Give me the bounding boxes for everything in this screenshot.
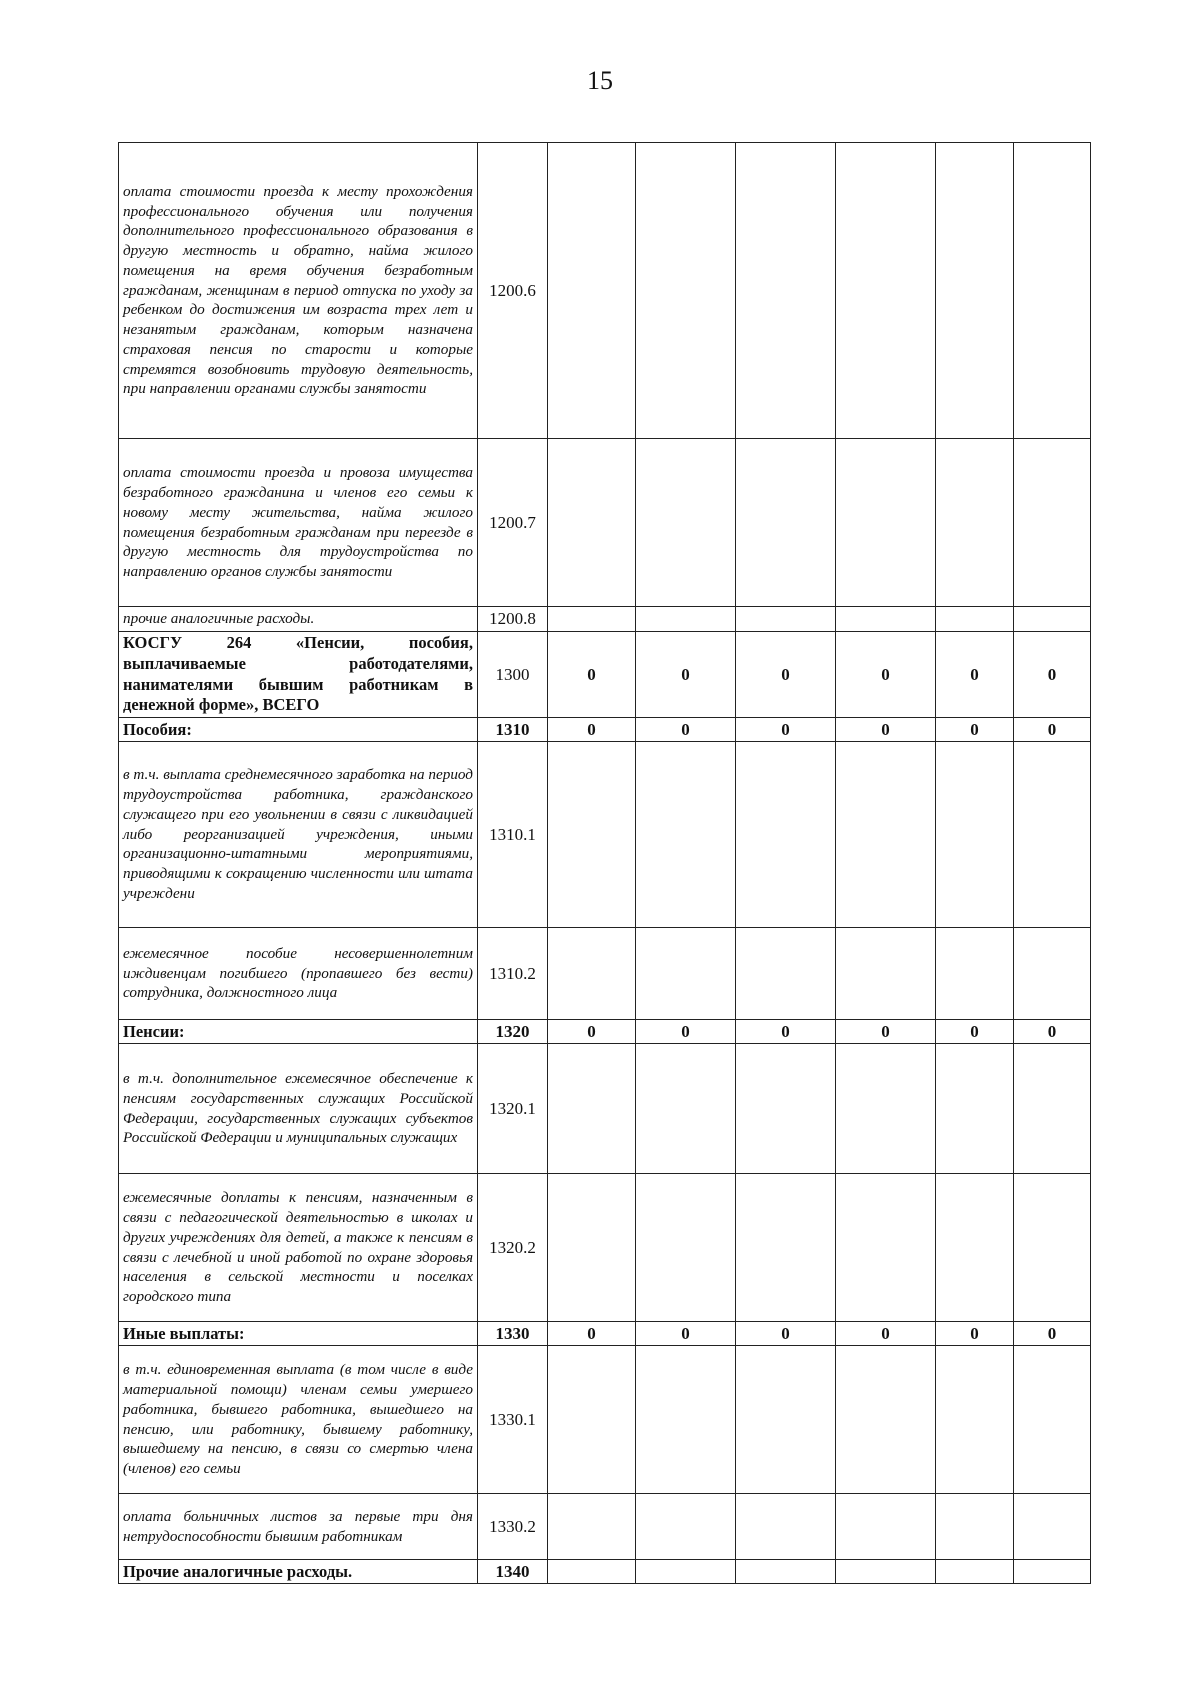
value-cell <box>936 143 1014 439</box>
value-cell <box>548 1174 636 1322</box>
value-cell <box>548 1044 636 1174</box>
value-cell <box>548 143 636 439</box>
row-description: Пособия: <box>119 718 478 742</box>
value-cell <box>1014 742 1091 928</box>
row-description: прочие аналогичные расходы. <box>119 607 478 632</box>
value-cell <box>636 1560 736 1584</box>
value-cell <box>736 1174 836 1322</box>
value-cell <box>936 928 1014 1020</box>
value-cell <box>636 1346 736 1494</box>
value-cell <box>636 607 736 632</box>
value-cell <box>548 742 636 928</box>
value-cell: 0 <box>736 1322 836 1346</box>
value-cell <box>1014 1560 1091 1584</box>
table-row <box>119 439 1091 607</box>
table-row <box>119 1020 1091 1044</box>
row-description: оплата стоимости проезда и провоза имущества безработного гражданина и членов его семьи к новому месту жительства, найма жилого помещения безработным гражданам при переезде в другую местность для трудоустройства по направлению органов службы занятости <box>119 439 478 607</box>
row-description: КОСГУ 264 «Пенсии, пособия, выплачиваемые работодателями, нанимателями бывшим работникам в денежной форме», ВСЕГО <box>119 632 478 718</box>
value-cell <box>548 928 636 1020</box>
table-row <box>119 1174 1091 1322</box>
value-cell: 0 <box>1014 718 1091 742</box>
row-description: Иные выплаты: <box>119 1322 478 1346</box>
value-cell <box>836 607 936 632</box>
row-description: оплата стоимости проезда к месту прохождения профессионального обучения или получения дополнительного профессионального образования в другую местность и обратно, найма жилого помещения на время обучения безработным гражданам, женщинам в период отпуска по уходу за ребенком до достижения им возраста трех лет и незанятым гражданам, которым назначена страховая пенсия по старости и которые стремятся возобновить трудовую деятельность, при направлении органами службы занятости <box>119 143 478 439</box>
value-cell <box>1014 1494 1091 1560</box>
value-cell <box>736 143 836 439</box>
row-code: 1320.2 <box>478 1174 548 1322</box>
value-cell <box>736 607 836 632</box>
value-cell: 0 <box>836 718 936 742</box>
value-cell <box>548 607 636 632</box>
value-cell: 0 <box>936 1020 1014 1044</box>
value-cell <box>1014 143 1091 439</box>
value-cell: 0 <box>936 718 1014 742</box>
table-row <box>119 1322 1091 1346</box>
value-cell <box>636 143 736 439</box>
table-row <box>119 1560 1091 1584</box>
value-cell <box>936 607 1014 632</box>
value-cell <box>836 928 936 1020</box>
row-code: 1330.1 <box>478 1346 548 1494</box>
value-cell <box>1014 928 1091 1020</box>
value-cell: 0 <box>836 1020 936 1044</box>
row-code: 1330.2 <box>478 1494 548 1560</box>
value-cell: 0 <box>936 632 1014 718</box>
row-code: 1200.6 <box>478 143 548 439</box>
value-cell <box>736 1346 836 1494</box>
row-code: 1320 <box>478 1020 548 1044</box>
value-cell <box>636 439 736 607</box>
value-cell: 0 <box>836 1322 936 1346</box>
table-row <box>119 143 1091 439</box>
value-cell: 0 <box>736 718 836 742</box>
value-cell <box>636 1494 736 1560</box>
value-cell <box>1014 1044 1091 1174</box>
value-cell <box>736 928 836 1020</box>
value-cell <box>1014 1346 1091 1494</box>
value-cell <box>936 1044 1014 1174</box>
row-code: 1310 <box>478 718 548 742</box>
value-cell <box>936 1346 1014 1494</box>
value-cell <box>736 439 836 607</box>
row-description: в т.ч. дополнительное ежемесячное обеспечение к пенсиям государственных служащих Российской Федерации, государственных служащих субъектов Российской Федерации и муниципальных служащих <box>119 1044 478 1174</box>
value-cell: 0 <box>636 632 736 718</box>
value-cell <box>836 143 936 439</box>
value-cell: 0 <box>1014 1322 1091 1346</box>
table-row <box>119 1346 1091 1494</box>
value-cell <box>836 1174 936 1322</box>
row-description: оплата больничных листов за первые три дня нетрудоспособности бывшим работникам <box>119 1494 478 1560</box>
row-code: 1300 <box>478 632 548 718</box>
value-cell: 0 <box>736 1020 836 1044</box>
row-description: в т.ч. выплата среднемесячного заработка на период трудоустройства работника, гражданского служащего при его увольнении в связи с ликвидацией либо реорганизацией учреждения, иными организационно-штатными мероприятиями, приводящими к сокращению численности или штата учреждени <box>119 742 478 928</box>
table-row <box>119 632 1091 718</box>
value-cell <box>836 1346 936 1494</box>
value-cell <box>1014 1174 1091 1322</box>
row-description: в т.ч. единовременная выплата (в том числе в виде материальной помощи) членам семьи умершего работника, бывшего работника, вышедшего на пенсию, или работнику, бывшему работнику, вышедшему на пенсию, в связи со смертью члена (членов) его семьи <box>119 1346 478 1494</box>
row-code: 1200.8 <box>478 607 548 632</box>
value-cell: 0 <box>548 1020 636 1044</box>
value-cell: 0 <box>1014 1020 1091 1044</box>
value-cell <box>836 439 936 607</box>
value-cell <box>936 439 1014 607</box>
table-row <box>119 742 1091 928</box>
value-cell <box>736 742 836 928</box>
row-code: 1320.1 <box>478 1044 548 1174</box>
value-cell <box>1014 607 1091 632</box>
page-number: 15 <box>587 66 613 95</box>
table-row <box>119 718 1091 742</box>
value-cell <box>836 742 936 928</box>
value-cell <box>836 1044 936 1174</box>
row-code: 1310.2 <box>478 928 548 1020</box>
value-cell: 0 <box>636 1322 736 1346</box>
value-cell <box>736 1494 836 1560</box>
value-cell <box>548 439 636 607</box>
value-cell <box>636 928 736 1020</box>
table-row <box>119 1044 1091 1174</box>
row-description: Прочие аналогичные расходы. <box>119 1560 478 1584</box>
value-cell: 0 <box>736 632 836 718</box>
row-code: 1200.7 <box>478 439 548 607</box>
value-cell: 0 <box>936 1322 1014 1346</box>
row-code: 1340 <box>478 1560 548 1584</box>
value-cell <box>936 1174 1014 1322</box>
value-cell <box>548 1346 636 1494</box>
value-cell: 0 <box>636 1020 736 1044</box>
value-cell <box>548 1494 636 1560</box>
value-cell <box>936 1494 1014 1560</box>
value-cell: 0 <box>636 718 736 742</box>
value-cell <box>836 1494 936 1560</box>
table-row <box>119 928 1091 1020</box>
value-cell <box>836 1560 936 1584</box>
table-row <box>119 607 1091 632</box>
value-cell: 0 <box>1014 632 1091 718</box>
value-cell <box>936 1560 1014 1584</box>
value-cell <box>548 1560 636 1584</box>
report-table <box>118 142 1091 1584</box>
value-cell <box>1014 439 1091 607</box>
value-cell <box>636 742 736 928</box>
value-cell <box>736 1044 836 1174</box>
row-code: 1310.1 <box>478 742 548 928</box>
value-cell: 0 <box>836 632 936 718</box>
value-cell: 0 <box>548 718 636 742</box>
value-cell: 0 <box>548 632 636 718</box>
value-cell: 0 <box>548 1322 636 1346</box>
value-cell <box>636 1044 736 1174</box>
row-description: ежемесячные доплаты к пенсиям, назначенным в связи с педагогической деятельностью в школах и других учреждениях для детей, а также к пенсиям в связи с лечебной и иной работой по охране здоровья населения в сельской местности и поселках городского типа <box>119 1174 478 1322</box>
value-cell <box>636 1174 736 1322</box>
value-cell <box>936 742 1014 928</box>
table-row <box>119 1494 1091 1560</box>
value-cell <box>736 1560 836 1584</box>
row-description: ежемесячное пособие несовершеннолетним иждивенцам погибшего (пропавшего без вести) сотрудника, должностного лица <box>119 928 478 1020</box>
row-description: Пенсии: <box>119 1020 478 1044</box>
row-code: 1330 <box>478 1322 548 1346</box>
